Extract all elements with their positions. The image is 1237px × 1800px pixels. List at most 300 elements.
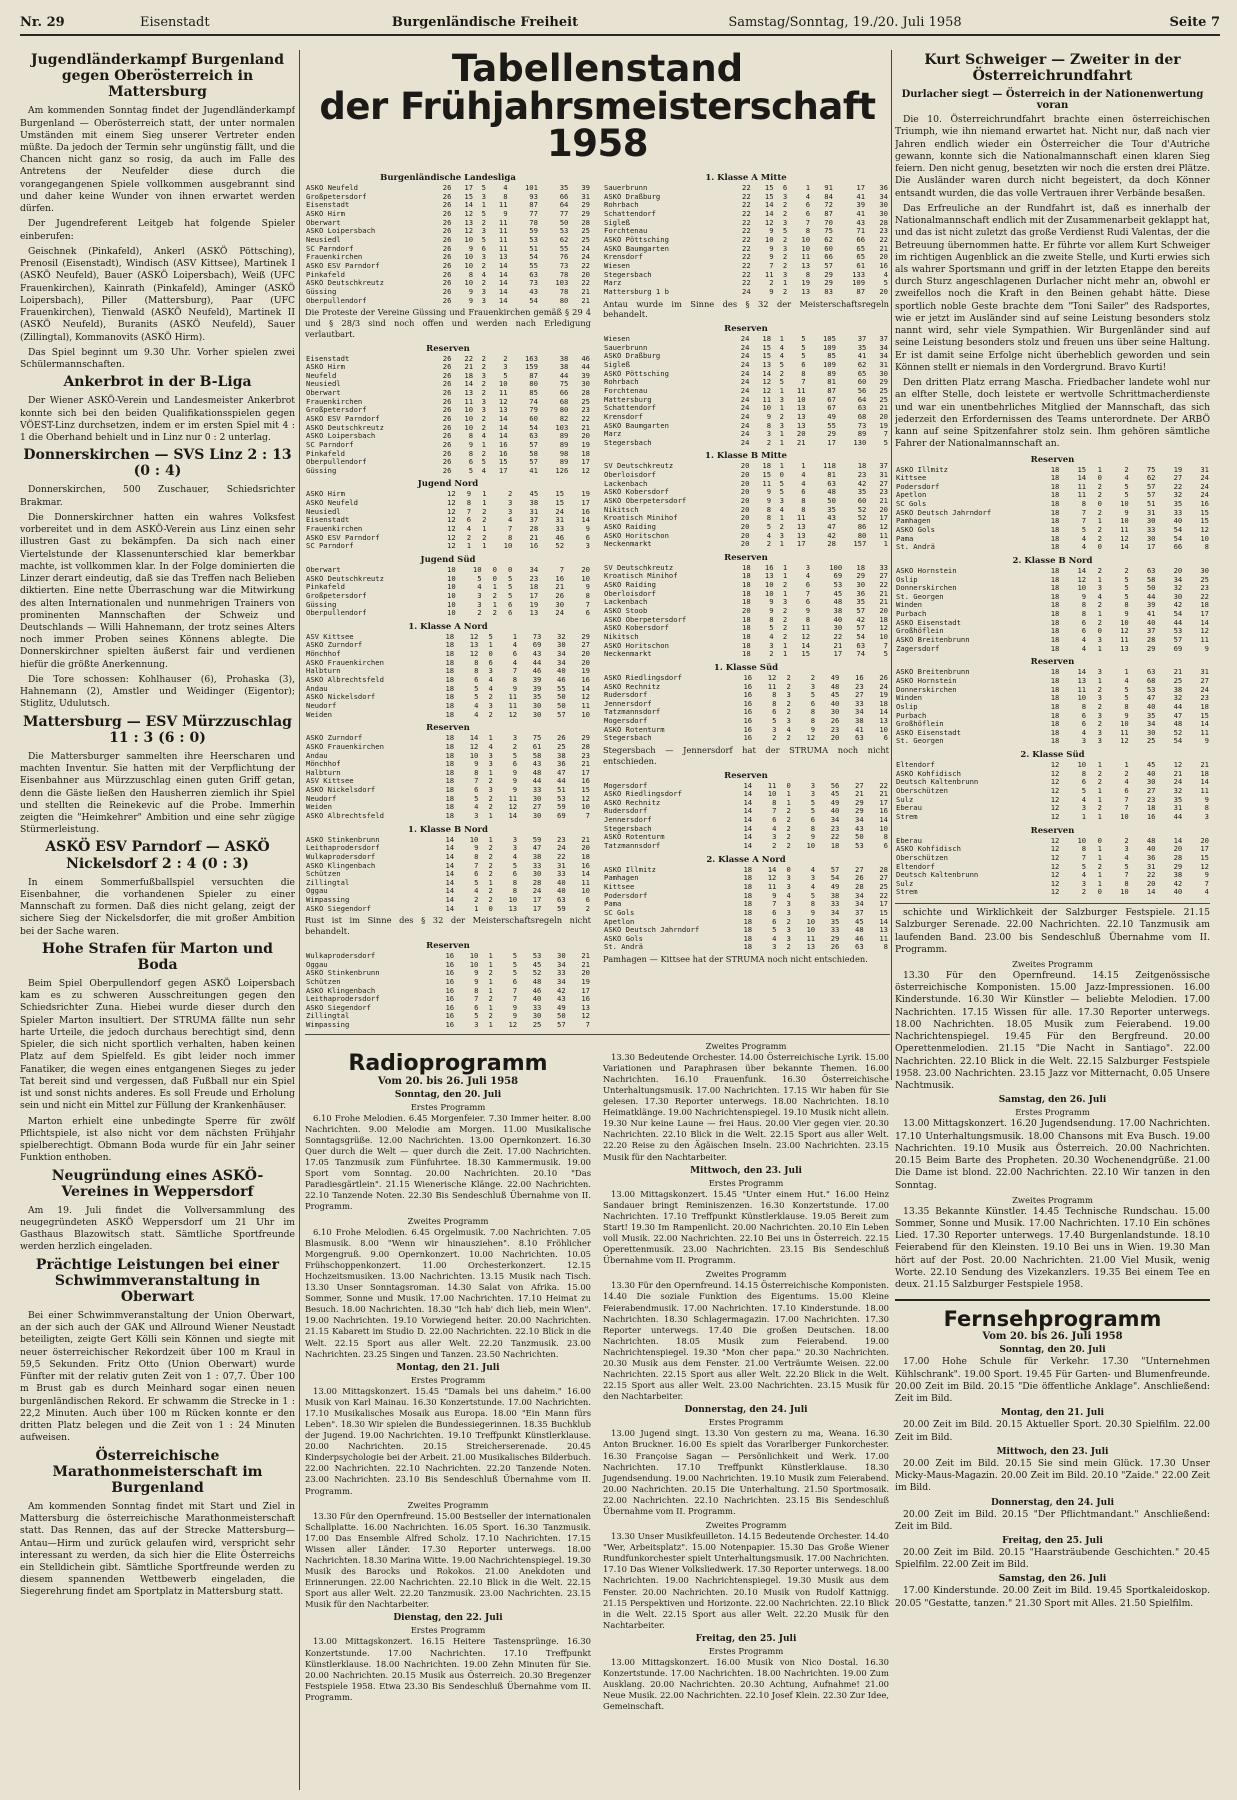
table-cell: 24 — [740, 394, 750, 404]
table-cell: 4 — [786, 724, 791, 734]
article-paragraph: Den dritten Platz errang Mascha. Friedbacher landete wohl nur an elfter Stelle, doch leistete er wertvolle Schrittmacherdienste und war ein unentbehrliches Mitglied der Mannschaft, das sich jederzeit den Erfordernissen des Teams unterordnete. Der ARBÖ kann auf seine Spitzenfahrer stolz sein. Ihm gehören sämtliche Fahrer der Nationalmannschaft an. — [895, 377, 1210, 450]
table-cell: 3 — [810, 789, 816, 799]
table-cell: 5 — [883, 437, 888, 447]
table-cell: 34 — [830, 907, 840, 917]
table-cell: 11 — [767, 881, 777, 891]
team-name: Wimpassing — [306, 896, 350, 905]
team-name: Güssing — [306, 287, 337, 296]
table-cell: 8 — [810, 716, 816, 726]
table-cell: 38 — [559, 353, 569, 363]
table-cell: 5 — [512, 950, 518, 960]
table-cell: 89 — [857, 429, 867, 439]
table-cell: 4 — [772, 823, 777, 833]
league-tables — [305, 169, 890, 1030]
table-cell: 3 — [474, 1020, 479, 1030]
table-cell: 3 — [782, 269, 788, 279]
table-cell: 1 — [782, 640, 788, 650]
table-cell: 3 — [782, 243, 788, 253]
program-listing: schichte und Wirklichkeit der Salzburger Festspiele. 21.15 Salzburger Serenade. 22.00 Nachrichten. 22.10 Tanzmusik am laufenden Band. 23.00 bis Sendeschluß Übernahme vom II. Programm. — [895, 907, 1210, 955]
table-cell: 16 — [1200, 499, 1209, 509]
table-cell: 51 — [1146, 499, 1156, 509]
team-name: Güssing — [306, 466, 337, 475]
table-cell: 37 — [529, 515, 539, 525]
table-cell: 80 — [529, 379, 538, 389]
table-cell: 11 — [498, 226, 508, 236]
table-cell: 10 — [762, 403, 772, 413]
table-cell: 2 — [1097, 617, 1102, 627]
table-cell: 3 — [1097, 583, 1102, 593]
table-cell: 68 — [857, 411, 867, 421]
table-cell: 21 — [855, 789, 864, 799]
table-cell: 7 — [474, 776, 479, 786]
table-cell: 18 — [1050, 490, 1060, 500]
table-cell: 1 — [488, 640, 493, 650]
table-cell: 2 — [786, 916, 791, 926]
table-row — [603, 842, 889, 851]
table-cell: 1 — [786, 797, 791, 807]
table-cell: 6 — [810, 698, 816, 708]
article — [20, 1257, 295, 1445]
table-cell: 2 — [1097, 768, 1102, 778]
program-channel: Zweites Programm — [1012, 959, 1093, 969]
table-cell: 9 — [769, 243, 774, 253]
table-cell: 5 — [507, 590, 513, 600]
table-cell: 34 — [830, 815, 840, 825]
team-name: Halbturn — [306, 667, 341, 676]
table-cell: 57 — [1173, 635, 1183, 645]
table-cell: 38 — [529, 498, 539, 508]
table-cell: 5 — [474, 683, 479, 693]
table-cell: 5 — [779, 478, 784, 488]
table-cell: 1 — [1097, 870, 1102, 880]
table-cell: 9 — [1204, 794, 1209, 804]
table-cell: 3 — [507, 498, 513, 508]
table-cell: 7 — [883, 429, 888, 439]
table-cell: 8 — [466, 498, 472, 508]
table-cell: 10 — [879, 823, 888, 833]
table-cell: 1 — [1097, 786, 1102, 796]
table-cell: 54 — [529, 252, 538, 262]
table-title: 2. Klasse B Nord — [1012, 555, 1093, 566]
table-cell: 53 — [855, 841, 864, 851]
table-cell: 1 — [488, 950, 493, 960]
table-cell: 22 — [879, 780, 888, 790]
table-cell: 23 — [557, 834, 566, 844]
table-cell: 3 — [1097, 727, 1102, 737]
table-cell: 3 — [786, 925, 791, 935]
table-cell: 25 — [581, 235, 590, 245]
table-cell: 22 — [742, 226, 751, 236]
table-cell: 3 — [1097, 693, 1102, 703]
table-cell: 2 — [782, 235, 788, 245]
table-cell: 9 — [512, 776, 518, 786]
table-cell: 40 — [557, 877, 566, 887]
table-cell: 14 — [498, 414, 508, 423]
table-cell: 20 — [742, 606, 751, 616]
table-cell: 10 — [469, 959, 479, 969]
table-cell: 55 — [827, 420, 836, 430]
table-cell: 2 — [782, 260, 788, 270]
table-cell: 24 — [557, 843, 566, 853]
table-cell: 19 — [801, 278, 811, 288]
table-cell: 18 — [1050, 565, 1060, 575]
table-cell: 11 — [1200, 635, 1209, 645]
program-channel: Erstes Programm — [708, 1645, 784, 1656]
table-cell: 5 — [481, 183, 486, 193]
table-cell: 18 — [445, 810, 455, 820]
headline-line-1: Tabellenstand — [451, 50, 744, 90]
table-cell: 15 — [1200, 852, 1209, 862]
article-title: ASKÖ ESV Parndorf — ASKÖ Nickelsdorf 2 : 4 (0 : 3) — [45, 839, 270, 872]
team-name: Krensdorf — [604, 412, 643, 421]
article — [20, 714, 295, 837]
team-name: Stegersbach — [604, 270, 652, 279]
table-cell: 17 — [879, 513, 888, 523]
table-cell: 9 — [1124, 507, 1129, 517]
table-cell: 35 — [1173, 499, 1183, 509]
table-cell: 10 — [1120, 719, 1129, 729]
table-cell: 10 — [764, 235, 774, 245]
table-cell: 30 — [532, 810, 542, 820]
table-cell: 4 — [466, 524, 472, 534]
table-cell: 13 — [796, 411, 806, 421]
team-name: Andau — [306, 751, 328, 760]
table-cell: 23 — [581, 750, 590, 760]
table-cell: 10 — [469, 950, 479, 960]
table-cell: 5 — [512, 968, 518, 978]
tv-title: Fernsehprogramm — [895, 1299, 1210, 1331]
team-name: SV Deutschkreutz — [604, 462, 674, 471]
table-cell: 23 — [857, 470, 867, 480]
team-name: ASKÖ Loipersbach — [306, 227, 376, 236]
table-cell: 18 — [743, 916, 753, 926]
team-name: ASKÖ Pöttsching — [604, 369, 669, 378]
table-cell: 70 — [824, 217, 833, 227]
table-cell: 59 — [529, 226, 538, 236]
table-cell: 11 — [498, 388, 508, 398]
table-cell: 20 — [740, 530, 750, 540]
team-name: SC Gols — [604, 908, 635, 917]
table-cell: 62 — [1146, 473, 1156, 483]
table-cell: 3 — [1081, 736, 1087, 746]
table-cell: 5 — [1124, 583, 1129, 593]
table-cell: 4 — [801, 478, 806, 488]
table-cell: 14 — [498, 278, 508, 288]
table-cell: 87 — [529, 370, 538, 380]
table-cell: 24 — [740, 411, 750, 421]
article-paragraph: Die Mattersburger sammelten ihre Heerscharen und machten Inventur. Sie hatten mit der Verpflichtung der Eisenbahner aus Mürzzuschlag einen guten Griff getan, denn die Gäste ließen den Hausherren ziemlich ihr Spiel und stellten die Reinekevic auf die Probe. Immerhin zeigten die "Heimkehrer" Ambition und eine sehr zügige Stürmerleistung. — [20, 750, 295, 836]
table-cell: 49 — [830, 797, 840, 807]
article-paragraph: Die Tore schossen: Kohlhauser (6), Prohaska (3), Hahnemann (2), Amstler und Weidinger (Eigentor); Stiglitz, Udulutsch. — [20, 673, 295, 710]
table-cell: 12 — [806, 733, 816, 743]
table-cell: 1 — [779, 403, 784, 413]
team-name: Eisenstadt — [306, 516, 350, 525]
table-cell: 2 — [769, 278, 774, 288]
table-cell: 14 — [469, 733, 479, 743]
league-table — [305, 723, 591, 820]
table-cell: 26 — [442, 379, 452, 389]
table-cell: 10 — [464, 414, 474, 423]
table-cell: 14 — [764, 200, 774, 210]
table-cell: 69 — [532, 640, 542, 650]
table-cell: 30 — [1173, 591, 1183, 601]
table-cell: 10 — [503, 541, 513, 551]
table-cell: 38 — [557, 750, 566, 760]
table-cell: 40 — [830, 806, 840, 816]
table-cell: 5 — [810, 890, 816, 900]
program-listing: 13.00 Mittagskonzert. 16.00 Musik von Nico Dostal. 16.30 Konzertstunde. 17.00 Nachrichten. 18.00 Nachrichten. 19.00 Zum Ausklang. 20.00 Nachrichten. 20.30 Achtung, Aufnahme! 21.00 Neue Musik. 22.00 Nachrichten. 22.10 Josef Klein. 22.30 Zur Idee, Gemeinschaft. — [603, 1656, 889, 1712]
table-cell: 13 — [529, 608, 539, 618]
table-cell: 14 — [445, 903, 455, 913]
program-channel: Zweites Programm — [705, 1520, 787, 1531]
table-cell: 8 — [474, 985, 479, 995]
team-name: Neckenmarkt — [604, 540, 652, 549]
article-paragraph: Bei einer Schwimmveranstaltung der Union Oberwart, an der sich auch der GAK und Allround Wiener Neustadt beteiligten, zeigte Gert Kölli sein Können und siegte mit neuer österreichischer Rekordzeit über 100 m Kraul in 59,5 Sekunden. Fritz Otto (Union Oberwart) wurde Fünfter mit der relativ guten Zeit von 1 : 07,7. Über 100 m Brust gab es durch Meinhard sogar einen neuen burgenländischen Rekord. Er schwamm die Strecke in 1 : 22,2 Minuten. Auch über 100 m Rücken konnte er den dritten Platz belegen und die Zeit von 1 : 24 Minuten aufweisen. — [20, 1309, 295, 1444]
table-cell: 14 — [445, 869, 455, 879]
table-cell: 30 — [1146, 533, 1156, 543]
table-cell: 23 — [1146, 794, 1156, 804]
table-cell: 75 — [1146, 464, 1156, 474]
table-cell: 10 — [767, 789, 777, 799]
team-name: Apetlon — [604, 917, 635, 926]
table-cell: 105 — [822, 334, 836, 344]
table-cell: 27 — [879, 478, 888, 488]
table-cell: 7 — [1124, 794, 1129, 804]
table-cell: 10 — [806, 925, 816, 935]
table-cell: 11 — [1077, 490, 1087, 500]
team-name: Tatzmannsdorf — [604, 842, 661, 851]
table-cell: 33 — [557, 869, 566, 879]
table-cell: 10 — [447, 590, 456, 600]
team-name: ASKÖ Horitschon — [604, 531, 669, 540]
table-cell: 1 — [883, 539, 888, 549]
table-cell: 30 — [879, 200, 888, 210]
table-cell: 57 — [557, 1020, 566, 1030]
table-cell: 3 — [786, 716, 791, 726]
table-cell: 63 — [1146, 565, 1156, 575]
table-cell: 3 — [1097, 710, 1102, 720]
table-title: 1. Klasse B Mitte — [705, 451, 787, 462]
table-cell: 35 — [559, 183, 569, 193]
table-cell: 16 — [743, 733, 753, 743]
table-cell: 63 — [855, 942, 864, 952]
table-cell: 2 — [782, 614, 788, 624]
table-cell: 49 — [827, 411, 836, 421]
table-cell: 6 — [801, 360, 806, 370]
table-cell: 10 — [806, 916, 816, 926]
table-cell: 18 — [1050, 626, 1060, 636]
table-cell: 12 — [762, 385, 772, 395]
tv-day: Mittwoch, den 23. Juli — [996, 1446, 1109, 1457]
right-column — [895, 50, 1210, 1790]
table-cell: 52 — [857, 504, 867, 514]
table-cell: 93 — [529, 191, 538, 201]
table-cell: 2 — [782, 606, 788, 616]
table-title: 2. Klasse A Nord — [706, 854, 786, 865]
table-cell: 6 — [1081, 710, 1087, 720]
table-cell: 10 — [469, 750, 479, 760]
table-cell: 8 — [1124, 600, 1129, 610]
team-name: Schattendorf — [604, 404, 656, 413]
team-name: St. Andrä — [604, 943, 643, 952]
team-name: ASKÖ Zurndorf — [306, 734, 363, 743]
table-cell: 1 — [482, 489, 487, 499]
table-cell: 20 — [740, 487, 750, 497]
table-cell: 82 — [559, 414, 569, 423]
table-cell: 2 — [488, 793, 493, 803]
table-cell: 4 — [883, 269, 888, 279]
program-listing: 13.00 Mittagskonzert. 15.45 "Unter einem Hut." 16.00 Heinz Sandauer bringt Reminiszenzen. 16.30 Konzertstunde. 17.00 Nachrichten. 17.10 Treffpunkt Künstlerklause. 19.05 Bereit zum Start! 19.30 Im Rampenlicht. 20.00 Nachrichten. 20.10 Ein Leben voll Musik. 22.00 Nachrichten. 22.10 Bei uns in Österreich. 22.15 Operettenmusik. 23.00 Nachrichten. 23.15 Bis Sendeschluß Übernahme vom II. Programm. — [603, 1188, 889, 1266]
table-cell: 8 — [810, 707, 816, 717]
table-cell: 39 — [532, 683, 542, 693]
table-cell: 11 — [801, 623, 811, 633]
table-cell: 2 — [488, 843, 493, 853]
table-cell: 12 — [508, 709, 518, 719]
table-cell: 9 — [810, 907, 816, 917]
table-cell: 91 — [824, 183, 833, 193]
team-name: Oberpullendorf — [306, 458, 367, 467]
table-cell: 63 — [1146, 667, 1156, 677]
table-cell: 43 — [532, 759, 542, 769]
table-cell: 14 — [764, 209, 774, 219]
table-cell: 22 — [879, 235, 888, 245]
table-cell: 33 — [1146, 525, 1156, 534]
program-channel: Erstes Programm — [410, 1625, 486, 1636]
table-cell: 21 — [581, 950, 590, 960]
table-cell: 13 — [498, 252, 508, 262]
table-cell: 35 — [1173, 794, 1183, 804]
table-cell: 14 — [445, 843, 455, 853]
table-cell: 16 — [743, 707, 753, 717]
table-cell: 6 — [805, 580, 811, 590]
table-cell: 15 — [1077, 464, 1087, 474]
team-name: Pinkafeld — [306, 449, 345, 458]
table-cell: 8 — [766, 504, 772, 514]
table-cell: 7 — [805, 217, 811, 227]
table-title: 1. Klasse A Nord — [408, 621, 488, 632]
team-name: Mönchhof — [306, 760, 341, 769]
column-rule — [299, 50, 300, 1790]
table-cell: 22 — [742, 278, 751, 288]
table-cell: 11 — [508, 692, 518, 702]
table-cell: 1 — [1097, 464, 1102, 474]
table-cell: 6 — [883, 733, 888, 743]
table-cell: 11 — [508, 700, 518, 710]
table-cell: 12 — [879, 623, 888, 633]
table-title: Reserven — [1030, 825, 1075, 836]
table-cell: 1 — [782, 588, 788, 598]
table-cell: 5 — [801, 342, 806, 352]
table-cell: 8 — [801, 504, 806, 514]
table-cell: 66 — [856, 235, 866, 245]
table-cell: 13 — [464, 388, 474, 398]
table-title: Reserven — [1030, 657, 1075, 668]
table-cell: 8 — [1124, 878, 1129, 888]
table-cell: 67 — [827, 394, 836, 404]
team-name: ASKÖ Riedlingsdorf — [604, 790, 682, 799]
article-paragraph: Der Jugendreferent Leitgeb hat folgende Spieler einberufen: — [20, 218, 295, 242]
league-table — [305, 479, 591, 550]
table-cell: 2 — [488, 994, 493, 1004]
team-name: Wulkaprodersdorf — [306, 852, 376, 861]
table-cell: 45 — [1146, 760, 1156, 770]
table-cell: 6 — [512, 649, 518, 659]
table-cell: 2 — [1124, 565, 1129, 575]
team-name: Oberpullendorf — [306, 296, 367, 305]
table-cell: 49 — [557, 1002, 566, 1012]
table-cell: 47 — [1146, 693, 1156, 703]
table-cell: 2 — [481, 422, 486, 432]
table-cell: 24 — [1200, 481, 1209, 491]
table-cell: 16 — [581, 994, 590, 1004]
table-cell: 3 — [481, 295, 486, 305]
table-cell: 1 — [779, 334, 784, 344]
team-name: ASKÖ Draßburg — [604, 192, 661, 201]
table-cell: 2 — [482, 515, 487, 525]
table-cell: 24 — [555, 506, 565, 516]
article-paragraph: Donnerskirchen, 500 Zuschauer, Schiedsrichter Brakmar. — [20, 484, 295, 508]
table-cell: 75 — [532, 733, 542, 743]
table-note: Die Proteste der Vereine Güssing und Frauenkirchen gemäß § 29 4 und § 28/3 sind noch offen und werden nach Erledigung verlautbart. — [305, 307, 591, 339]
table-cell: 26 — [442, 209, 452, 219]
table-cell: 9 — [468, 243, 474, 253]
table-cell: 12 — [1050, 835, 1060, 845]
team-name: Oberloisdorf — [604, 471, 656, 480]
tv-listing: 17.00 Hohe Schule für Verkehr. 17.30 "Unternehmen Kühlschrank". 19.00 Sport. 19.45 Für Garten- und Blumenfreunde. 20.00 Zeit im Bild. 20.15 "Die öffentliche Anklage". Anschließend: Zeit im Bild. — [895, 1356, 1210, 1405]
table-cell: 18 — [1050, 499, 1060, 509]
table-cell: 83 — [824, 286, 833, 296]
table-cell: 9 — [769, 597, 774, 607]
table-cell: 5 — [779, 377, 784, 387]
table-cell: 13 — [879, 925, 888, 935]
table-cell: 7 — [512, 994, 518, 1004]
table-cell: 34 — [1146, 719, 1156, 729]
team-name: ASKÖ Oberpetersdorf — [604, 496, 687, 505]
table-cell: 9 — [466, 489, 472, 499]
table-cell: 9 — [474, 976, 479, 986]
table-cell: 12 — [1120, 533, 1129, 543]
table-cell: 16 — [581, 675, 590, 685]
table-cell: 18 — [1050, 617, 1060, 627]
table-cell: 14 — [743, 780, 753, 790]
article-title: Mattersburg — ESV Mürzzuschlag 11 : 3 (6 : 0) — [23, 713, 292, 746]
team-name: Sigleß — [604, 218, 630, 227]
table-cell: 47 — [557, 767, 566, 777]
table-cell: 26 — [442, 362, 452, 372]
table-cell: 3 — [786, 873, 791, 883]
table-cell: 20 — [581, 968, 590, 978]
table-cell: 1 — [474, 903, 479, 913]
team-name: Winden — [896, 694, 922, 703]
table-cell: 52 — [857, 513, 867, 523]
table-cell: 40 — [833, 614, 843, 624]
team-name: Wiesen — [604, 261, 630, 270]
table-cell: 13 — [796, 521, 806, 531]
table-cell: 16 — [555, 573, 565, 583]
league-table — [603, 451, 889, 548]
article-paragraph: Am 19. Juli findet die Vollversammlung des neugegründeten ASKÖ Weppersdorf um 21 Uhr im Gasthaus Blazowitsch statt. Sämtliche Sportfreunde werden herzlich eingeladen. — [20, 1204, 295, 1253]
table-cell: 1 — [488, 834, 493, 844]
table-cell: 17 — [529, 590, 539, 600]
table-cell: 13 — [796, 530, 806, 540]
table-cell: 2 — [481, 260, 486, 270]
table-cell: 30 — [555, 599, 565, 609]
table-cell: 10 — [581, 886, 590, 896]
table-cell: 18 — [1050, 635, 1060, 645]
table-cell: 4 — [1124, 852, 1129, 862]
table-cell: 16 — [445, 976, 455, 986]
standings-table — [603, 674, 889, 743]
